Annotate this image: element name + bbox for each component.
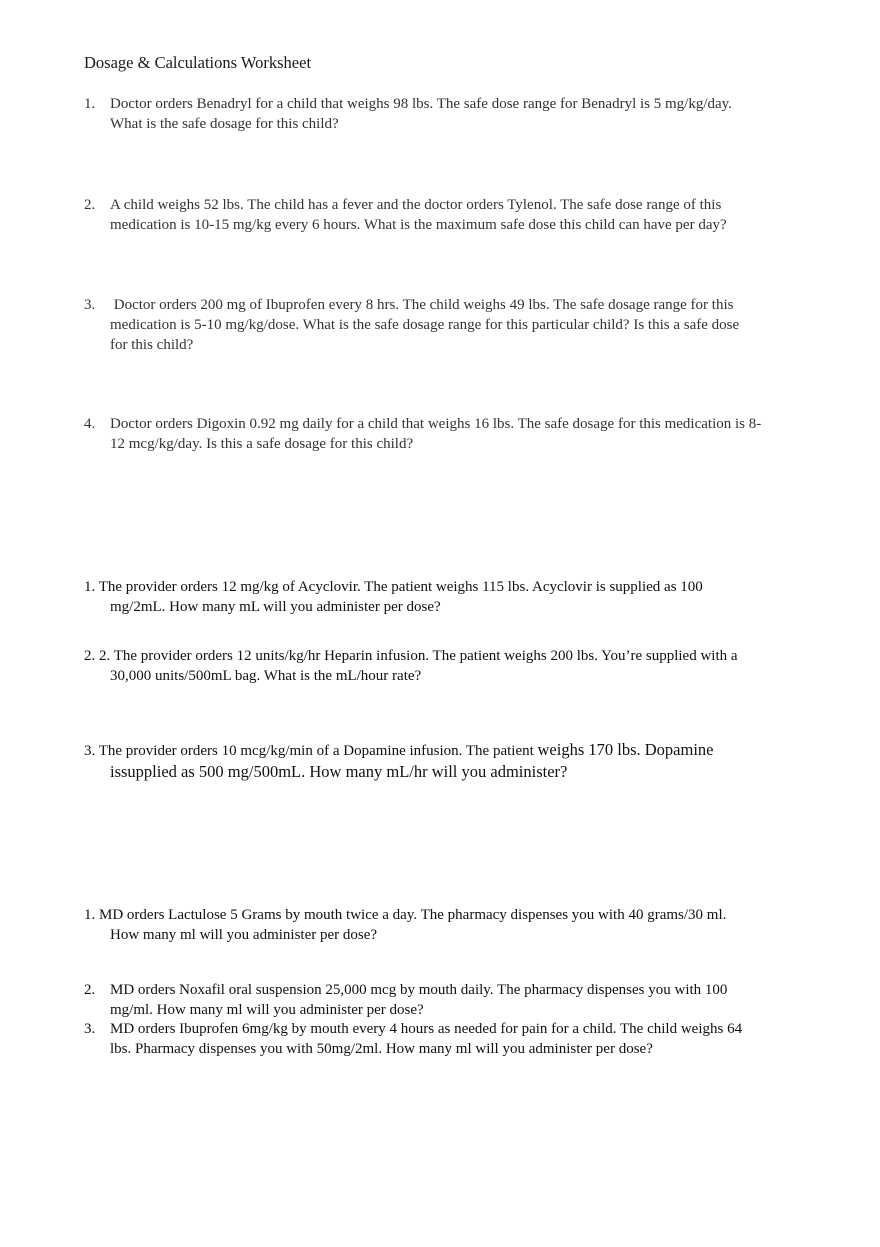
question-text: A child weighs 52 lbs. The child has a fever and the doctor orders Tylenol. The safe dose range of this <box>110 197 722 213</box>
question-number: 4. <box>84 416 96 432</box>
question-text: What is the safe dosage for this child? <box>110 116 339 132</box>
question-3-ibuprofen <box>84 295 794 355</box>
question-text: lbs. Pharmacy dispenses you with 50mg/2ml. How many ml will you administer per dose? <box>110 1041 653 1057</box>
question-number: 3. <box>84 297 96 313</box>
question-text: mg/ml. How many ml will you administer per dose? <box>110 1002 424 1018</box>
question-acyclovir <box>84 577 794 617</box>
question-4-digoxin <box>84 414 794 454</box>
question-text: 1. MD orders Lactulose 5 Grams by mouth twice a day. The pharmacy dispenses you with 40 grams/30 ml. <box>84 907 727 923</box>
question-text: MD orders Ibuprofen 6mg/kg by mouth every 4 hours as needed for pain for a child. The child weighs 64 <box>110 1021 743 1037</box>
question-text: medication is 10-15 mg/kg every 6 hours. What is the maximum safe dose this child can have per day? <box>110 217 727 233</box>
question-text: 2. 2. The provider orders 12 units/kg/hr Heparin infusion. The patient weighs 200 lbs. You’re supplied with a <box>84 648 738 664</box>
question-number: 2. <box>84 197 96 213</box>
question-number: 1. <box>84 96 96 112</box>
question-text: Doctor orders Benadryl for a child that weighs 98 lbs. The safe dose range for Benadryl is 5 mg/kg/day. <box>110 96 732 112</box>
question-number: 3. <box>84 1021 96 1037</box>
question-heparin <box>84 646 794 686</box>
question-number: 2. <box>84 982 96 998</box>
question-text: 30,000 units/500mL bag. What is the mL/hour rate? <box>110 668 422 684</box>
question-dopamine <box>84 740 794 783</box>
question-text: Doctor orders Digoxin 0.92 mg daily for a child that weighs 16 lbs. The safe dosage for this medication is 8- <box>110 416 762 432</box>
question-text: Doctor orders 200 mg of Ibuprofen every 8 hrs. The child weighs 49 lbs. The safe dosage range for this <box>110 297 734 313</box>
question-text: MD orders Noxafil oral suspension 25,000 mcg by mouth daily. The pharmacy dispenses you with 100 <box>110 982 728 998</box>
question-text: weighs 170 lbs. Dopamine <box>537 740 714 759</box>
question-text: for this child? <box>110 337 194 353</box>
question-text: How many ml will you administer per dose? <box>110 927 378 943</box>
question-text: issupplied as 500 mg/500mL. How many mL/hr will you administer? <box>110 762 568 781</box>
question-noxafil <box>84 980 794 1020</box>
question-ibuprofen-oral <box>84 1019 794 1059</box>
question-1-benadryl <box>84 94 794 134</box>
question-lactulose <box>84 905 794 945</box>
question-text: 3. The provider orders 10 mcg/kg/min of a Dopamine infusion. The patient <box>84 743 538 759</box>
question-2-tylenol <box>84 195 794 235</box>
question-text: mg/2mL. How many mL will you administer per dose? <box>110 599 441 615</box>
question-text: 12 mcg/kg/day. Is this a safe dosage for this child? <box>110 436 414 452</box>
question-text: medication is 5-10 mg/kg/dose. What is the safe dosage range for this particular child? Is this a safe dose <box>110 317 740 333</box>
question-text: 1. The provider orders 12 mg/kg of Acyclovir. The patient weighs 115 lbs. Acyclovir is supplied as 100 <box>84 579 703 595</box>
page-title: Dosage & Calculations Worksheet <box>84 53 312 72</box>
